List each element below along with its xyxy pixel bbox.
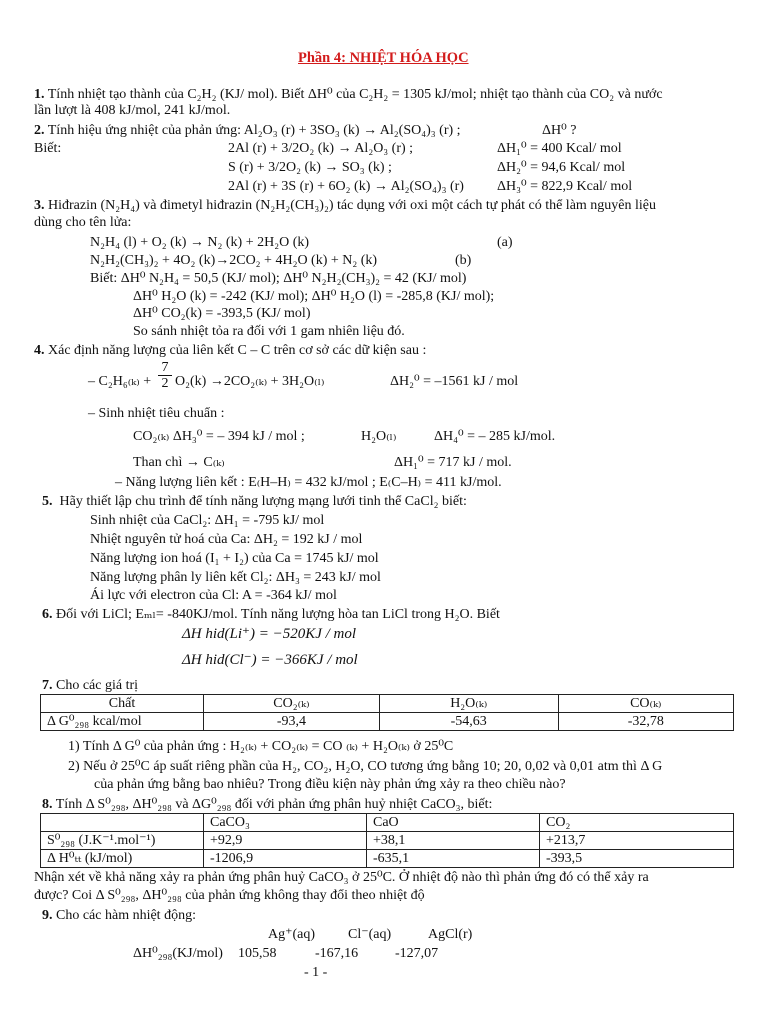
graphite: Than chì → C₍ₖ₎	[133, 455, 225, 470]
enthalpy-cl: -167,16	[315, 946, 359, 961]
question-1: 1. Tính nhiệt tạo thành của C₂H₂ (KJ/ mol). Biết ΔH⁰ của C₂H₂ = 1305 kJ/mol; nhiệt tạo thành của CO₂ và nước	[34, 87, 663, 102]
data-5-c: Năng lượng ion hoá (I₁ + I₂) của Ca = 1745 kJ/ mol	[90, 551, 379, 566]
reaction-3a: N₂H₄ (l) + O₂ (k) → N₂ (k) + 2H₂O (k)	[90, 235, 310, 250]
species-cl: Cl⁻(aq)	[348, 927, 392, 942]
table-row	[41, 713, 734, 731]
data-3-2: ΔH⁰ H₂O (k) = -242 (KJ/ mol); ΔH⁰ H₂O (l) = -285,8 (KJ/ mol);	[133, 289, 495, 304]
question-2-dh: ΔH⁰ ?	[542, 123, 577, 138]
standard-heat-label: – Sinh nhiệt tiêu chuẩn :	[88, 406, 225, 421]
reaction-2-3-dh: ΔH₃⁰ = 822,9 Kcal/ mol	[497, 179, 633, 194]
question-5: 5. Hãy thiết lập chu trình để tính năng lượng mạng lưới tinh thể CaCl₂ biết:	[42, 494, 467, 509]
table-cell: -393,5	[540, 850, 734, 868]
reaction-2-1: 2Al (r) + 3/2O₂ (k) → Al₂O₃ (r) ;	[228, 141, 414, 156]
question-4: 4. Xác định năng lượng của liên kết C – C trên cơ sở các dữ kiện sau :	[34, 343, 427, 358]
data-5-a: Sinh nhiệt của CaCl₂: ΔH₁ = -795 kJ/ mol	[90, 513, 325, 528]
question-8-note-1: Nhận xét về khả năng xảy ra phản ứng phân huỷ CaCO₃ ở 25⁰C. Ở nhiệt độ nào thì phản ứng đó có thể xảy ra	[34, 870, 649, 885]
h2o-heat: ΔH₄⁰ = – 285 kJ/mol.	[434, 429, 556, 444]
enthalpy-ag: 105,58	[238, 946, 277, 961]
table-cell: +92,9	[204, 832, 367, 850]
table-header: Chất	[41, 695, 204, 713]
question-2: 2. Tính hiệu ứng nhiệt của phản ứng: Al₂O₃ (r) + 3SO₃ (k) → Al₂(SO₄)₃ (r) ;	[34, 123, 461, 138]
species-ag: Ag⁺(aq)	[268, 927, 316, 942]
table-header: CaCO₃	[204, 814, 367, 832]
question-2-biet: Biết:	[34, 141, 62, 156]
table-cell: -93,4	[204, 713, 380, 731]
table-cell: S⁰₂₉₈ (J.K⁻¹.mol⁻¹)	[41, 832, 204, 850]
data-3-4: So sánh nhiệt tỏa ra đối với 1 gam nhiên liệu đó.	[133, 324, 405, 339]
data-5-e: Ái lực với electron của Cl: A = -364 kJ/ mol	[90, 588, 337, 603]
question-7-item-1: 1) Tính Δ G⁰ của phản ứng : H₂₍ₖ₎ + CO₂₍ₖ₎ = CO ₍ₖ₎ + H₂O₍ₖ₎ ở 25⁰C	[68, 739, 454, 754]
enthalpy-agcl: -127,07	[395, 946, 439, 961]
reaction-3b-tag: (b)	[455, 253, 472, 268]
question-8-note-2: được? Coi Δ S⁰₂₉₈, ΔH⁰₂₉₈ của phản ứng không thay đổi theo nhiệt độ	[34, 888, 425, 903]
species-agcl: AgCl(r)	[428, 927, 473, 942]
question-8: 8. Tính Δ S⁰₂₉₈, ΔH⁰₂₉₈ và ΔG⁰₂₉₈ đối với phản ứng phân huỷ nhiệt CaCO₃, biết:	[42, 797, 493, 812]
co2-heat: CO₂₍ₖ₎ ΔH₃⁰ = – 394 kJ / mol ;	[133, 429, 305, 444]
reaction-2-3: 2Al (r) + 3S (r) + 6O₂ (k) → Al₂(SO₄)₃ (r)	[228, 179, 464, 194]
table-header	[41, 814, 204, 832]
reaction-3b: N₂H₂(CH₃)₂ + 4O₂ (k)→2CO₂ + 4H₂O (k) + N₂ (k)	[90, 253, 378, 268]
data-3-1: Biết: ΔH⁰ N₂H₄ = 50,5 (KJ/ mol); ΔH⁰ N₂H₂(CH₃)₂ = 42 (KJ/ mol)	[90, 271, 467, 286]
question-7: 7. Cho các giá trị	[42, 678, 139, 693]
question-7-item-2b: của phản ứng bằng bao nhiêu? Trong điều kiện này phản ứng xảy ra theo chiều nào?	[94, 777, 566, 792]
table-gibbs	[40, 694, 734, 731]
question-6: 6. Đối với LiCl; Eₘₗ= -840KJ/mol. Tính năng lượng hòa tan LiCl trong H₂O. Biết	[42, 607, 500, 622]
reaction-2-1-dh: ΔH₁⁰ = 400 Kcal/ mol	[497, 141, 622, 156]
reaction-2-2: S (r) + 3/2O₂ (k) → SO₃ (k) ;	[228, 160, 392, 175]
table-header: CO₂₍ₖ₎	[204, 695, 380, 713]
table-cell: Δ G⁰₂₉₈ kcal/mol	[41, 713, 204, 731]
question-3: 3. Hiđrazin (N₂H₄) và đimetyl hiđrazin (N₂H₂(CH₃)₂) tác dụng với oxi một cách tự phát có thể làm nguyên liệu	[34, 198, 657, 213]
table-header-row	[41, 695, 734, 713]
table-header-row	[41, 814, 734, 832]
question-7-item-2: 2) Nếu ở 25⁰C áp suất riêng phần của H₂, CO₂, H₂O, CO tương ứng bằng 10; 20, 0,02 và 0,01 atm thì Δ G	[68, 759, 663, 774]
table-cell: +213,7	[540, 832, 734, 850]
table-cell: -32,78	[558, 713, 733, 731]
table-row	[41, 850, 734, 868]
question-9: 9. Cho các hàm nhiệt động:	[42, 908, 196, 923]
hydration-cl: ΔH hid(Cl⁻) = −366KJ / mol	[182, 652, 358, 668]
table-cell: -635,1	[367, 850, 540, 868]
table-cell: -54,63	[379, 713, 558, 731]
enthalpy-label: ΔH⁰₂₉₈(KJ/mol)	[133, 946, 223, 961]
hydration-li: ΔH hid(Li⁺) = −520KJ / mol	[182, 626, 357, 642]
page-number: - 1 -	[304, 965, 328, 980]
page-title: Phần 4: NHIỆT HÓA HỌC	[298, 50, 469, 66]
table-cell: Δ H⁰ₜₜ (kJ/mol)	[41, 850, 204, 868]
table-header: CaO	[367, 814, 540, 832]
data-5-b: Nhiệt nguyên tử hoá của Ca: ΔH₂ = 192 kJ / mol	[90, 532, 363, 547]
h2o-label: H₂O₍ₗ₎	[361, 429, 397, 444]
bond-energy: – Năng lượng liên kết : E₍H–H₎ = 432 kJ/mol ; E₍C–H₎ = 411 kJ/mol.	[115, 475, 502, 490]
table-caco3	[40, 813, 734, 868]
reaction-3a-tag: (a)	[497, 235, 513, 250]
equation-4: – C₂H₆₍ₖ₎ +	[88, 374, 152, 389]
table-cell: -1206,9	[204, 850, 367, 868]
table-header: H₂O₍ₖ₎	[379, 695, 558, 713]
reaction-2-2-dh: ΔH₂⁰ = 94,6 Kcal/ mol	[497, 160, 626, 175]
question-1-line-2: lần lượt là 408 kJ/mol, 241 kJ/mol.	[34, 103, 231, 118]
table-header: CO₍ₖ₎	[558, 695, 733, 713]
table-header: CO₂	[540, 814, 734, 832]
graphite-heat: ΔH₁⁰ = 717 kJ / mol.	[394, 455, 512, 470]
data-5-d: Năng lượng phân ly liên kết Cl₂: ΔH₃ = 243 kJ/ mol	[90, 570, 381, 585]
equation-4-dh: ΔH₂⁰ = –1561 kJ / mol	[390, 374, 519, 389]
equation-4-rhs: O₂(k) →2CO₂₍ₖ₎ + 3H₂O₍ₗ₎	[175, 374, 325, 389]
data-3-3: ΔH⁰ CO₂(k) = -393,5 (KJ/ mol)	[133, 306, 311, 321]
table-row	[41, 832, 734, 850]
question-3-line-2: dùng cho tên lửa:	[34, 215, 132, 230]
table-cell: +38,1	[367, 832, 540, 850]
fraction-7-2: 7 2	[158, 360, 172, 391]
